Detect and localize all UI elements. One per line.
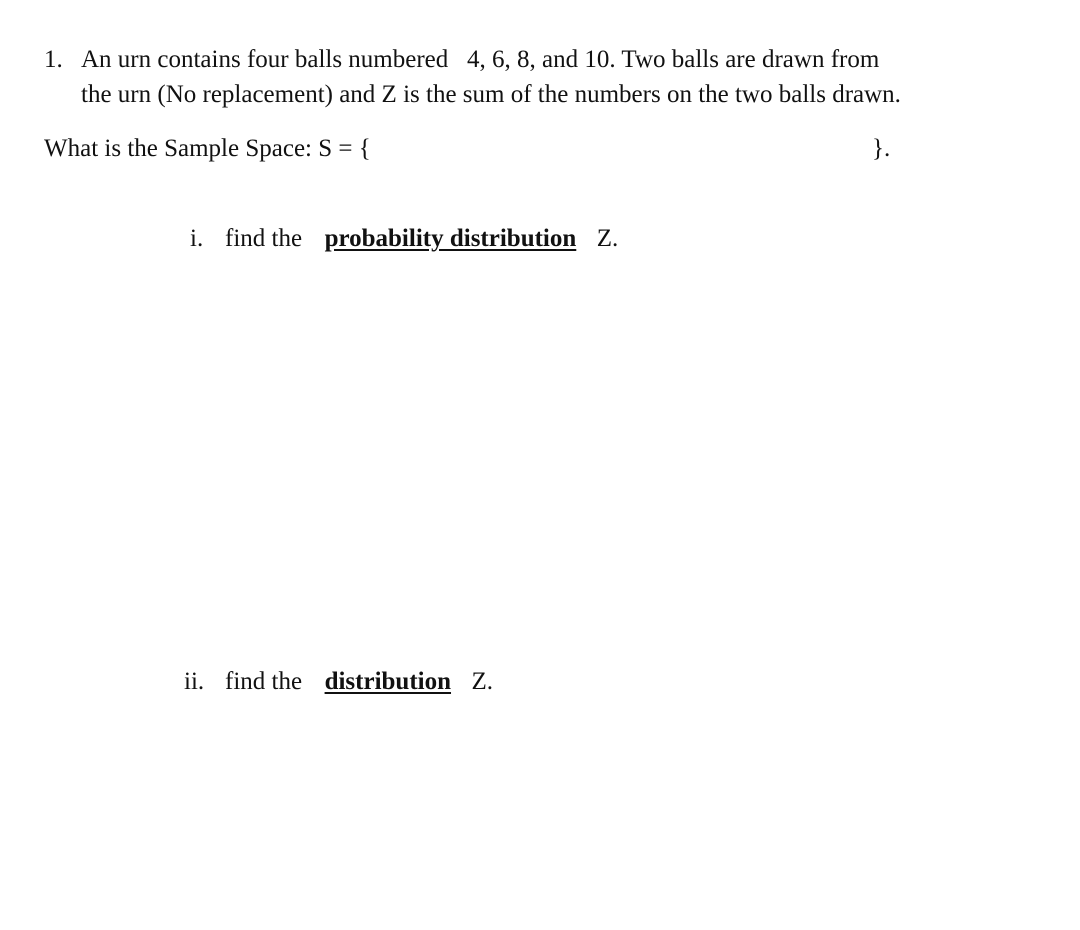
question-text-line-1: An urn contains four balls numbered 4, 6, 8, and 10. Two balls are drawn from (81, 46, 880, 73)
part-i-prefix: find the (225, 225, 303, 252)
sample-space-closing-brace: }. (872, 135, 891, 162)
part-ii-number: ii. (184, 668, 205, 695)
part-i-number: i. (190, 225, 204, 252)
part-i-text (225, 224, 618, 254)
part-ii-text (225, 667, 493, 697)
question-number: 1. (44, 46, 63, 73)
part-ii-prefix: find the (225, 668, 303, 695)
question-text-line-2: the urn (No replacement) and Z is the sum of the numbers on the two balls drawn. (81, 81, 901, 108)
part-ii-suffix: Z. (471, 668, 494, 695)
sample-space-prompt: What is the Sample Space: S = { (44, 135, 371, 162)
part-ii-emphasis: distribution (324, 668, 452, 695)
part-i-suffix: Z. (596, 225, 619, 252)
part-i-emphasis: probability distribution (324, 225, 577, 252)
